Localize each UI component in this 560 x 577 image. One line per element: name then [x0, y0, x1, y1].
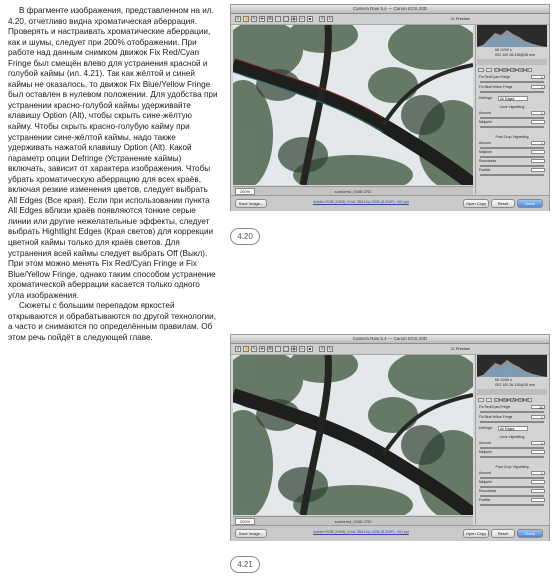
section-chromatic-aberration: Chromatic Aberration	[495, 398, 529, 402]
crop-roundness-value[interactable]	[531, 489, 545, 493]
rotate-right-icon[interactable]: ↻	[328, 16, 332, 21]
figure-caption: 4.20	[230, 228, 260, 245]
adjustment-panel	[475, 25, 548, 194]
workflow-options-link[interactable]: Adobe RGB (1998); 8 bit; 3504 by 2336 (8.2MP); 240 ppi	[313, 200, 409, 204]
fix-blue-yellow-value[interactable]: 0	[531, 415, 545, 419]
bottom-bar	[231, 525, 549, 541]
window-title: Camera Raw 5.4 — Canon EOS 20D	[352, 6, 428, 11]
defringe-label: Defringe:	[479, 96, 493, 100]
tree-photo	[233, 25, 473, 185]
fix-red-cyan-label: Fix Red/Cyan Fringe	[479, 75, 511, 79]
window-title: Camera Raw 5.4 — Canon EOS 20D	[352, 336, 428, 341]
crop-amount-row	[479, 471, 545, 476]
exposure-readout: f/8 1/200 s	[495, 48, 512, 52]
color-sampler-icon[interactable]: ✚	[260, 346, 264, 351]
save-image-button[interactable]: Save Image...	[235, 529, 267, 538]
section-lens-vignetting: Lens Vignetting	[499, 435, 525, 439]
white-balance-icon[interactable]: ✎	[252, 346, 256, 351]
tree-photo	[233, 355, 473, 515]
open-copy-button[interactable]: Open Copy	[463, 199, 489, 208]
crop-roundness-value[interactable]	[531, 159, 545, 163]
crop-icon[interactable]: ⌘	[268, 346, 272, 351]
crop-midpoint-label: Midpoint	[479, 150, 492, 154]
crop-feather-row	[479, 498, 545, 503]
vignette-midpoint-value[interactable]	[531, 450, 545, 454]
crop-feather-label: Feather	[479, 498, 491, 502]
crop-feather-value[interactable]	[531, 168, 545, 172]
histogram	[477, 25, 547, 47]
fix-blue-yellow-row	[479, 85, 545, 90]
vignette-midpoint-row	[479, 120, 545, 125]
crop-feather-slider[interactable]	[480, 174, 544, 176]
workflow-options-link[interactable]: Adobe RGB (1998); 8 bit; 3504 by 2336 (8.2MP); 240 ppi	[313, 530, 409, 534]
crop-amount-value[interactable]: 0	[531, 471, 545, 475]
gradient-icon[interactable]: ■	[308, 346, 312, 351]
image-preview[interactable]	[233, 355, 473, 515]
crop-amount-label: Amount	[479, 141, 491, 145]
paragraph: Сюжеты с большим перепадом яркостей открываются и обрабатываются по другой технологии, а часто и снимаются по определённым правилам. Об этом речь пойдёт в следующей главе.	[8, 301, 216, 342]
rotate-left-icon[interactable]: ↺	[320, 346, 324, 351]
crop-roundness-row	[479, 489, 545, 494]
vignette-midpoint-label: Midpoint	[479, 120, 492, 124]
fix-blue-yellow-slider[interactable]	[480, 91, 544, 93]
defringe-select[interactable]: All Edges	[498, 426, 528, 431]
crop-amount-value[interactable]: 0	[531, 141, 545, 145]
fix-red-cyan-label: Fix Red/Cyan Fringe	[479, 405, 511, 409]
adjustment-brush-icon[interactable]: ✏	[300, 16, 304, 21]
crop-roundness-slider[interactable]	[480, 495, 544, 497]
crop-roundness-row	[479, 159, 545, 164]
file-name: sunforest_0456.CR2	[334, 518, 372, 524]
crop-icon[interactable]: ⌘	[268, 16, 272, 21]
vignette-amount-value[interactable]: 0	[531, 111, 545, 115]
vignette-midpoint-label: Midpoint	[479, 450, 492, 454]
red-eye-icon[interactable]: ◉	[292, 16, 296, 21]
preview-label: Preview	[455, 16, 470, 21]
histogram	[477, 355, 547, 377]
camera-raw-window	[230, 4, 550, 211]
fix-red-cyan-row	[479, 75, 545, 80]
toolbar	[231, 344, 549, 355]
fix-red-cyan-slider[interactable]	[480, 81, 544, 83]
done-button[interactable]: Done	[517, 199, 543, 208]
done-button[interactable]: Done	[517, 529, 543, 538]
toolbar	[231, 14, 549, 25]
crop-midpoint-slider[interactable]	[480, 486, 544, 488]
crop-feather-label: Feather	[479, 168, 491, 172]
vignette-amount-label: Amount	[479, 111, 491, 115]
spot-removal-icon[interactable]: ◯	[284, 346, 289, 351]
color-sampler-icon[interactable]: ✚	[260, 16, 264, 21]
crop-midpoint-value[interactable]	[531, 150, 545, 154]
fix-blue-yellow-label: Fix Blue/Yellow Fringe	[479, 85, 513, 89]
fix-blue-yellow-label: Fix Blue/Yellow Fringe	[479, 415, 513, 419]
crop-feather-row	[479, 168, 545, 173]
preview-label: Preview	[455, 346, 470, 351]
vignette-amount-slider[interactable]	[480, 117, 544, 119]
red-eye-icon[interactable]: ◉	[292, 346, 296, 351]
rotate-right-icon[interactable]: ↻	[328, 346, 332, 351]
fix-red-cyan-slider[interactable]	[480, 411, 544, 413]
defringe-select[interactable]: All Edges	[498, 96, 528, 101]
vignette-midpoint-value[interactable]	[531, 120, 545, 124]
straighten-icon[interactable]: ∕	[275, 16, 281, 22]
camera-readout	[477, 48, 547, 58]
fix-red-cyan-row	[479, 405, 545, 410]
preview-checkbox[interactable]: ☑ Preview	[451, 346, 470, 351]
crop-midpoint-row	[479, 480, 545, 485]
zoom-tool-icon[interactable]: ⚲	[236, 346, 240, 351]
crop-roundness-label: Roundness	[479, 489, 497, 493]
straighten-icon[interactable]: ∕	[275, 346, 281, 352]
fix-blue-yellow-row	[479, 415, 545, 420]
crop-midpoint-slider[interactable]	[480, 156, 544, 158]
exposure-readout: f/8 1/200 s	[495, 378, 512, 382]
adjustment-brush-icon[interactable]: ✏	[300, 346, 304, 351]
hand-tool-icon[interactable]: ✋	[244, 346, 249, 351]
paragraph: В фрагменте изображения, представленном на ил. 4.20, отчетливо видна хроматическая аберрация. Проверять и настраивать хроматические аберрации, как и шумы, следует при 200% отображении. При работе над данным снимком движок Fix Red/Cyan Fringe был смещён влево для устранения красной и голубой каймы (ил. 4.21). Так как жёлтой и синей каймы не оказалось, то движок Fix Blue/Yellow Fringe был оставлен в нулевом положении. Для удобства при устранении красно-голубой каймы удерживайте клавишу Option (Alt), чтобы скрыть сине-жёлтую кайму. Чтобы скрыть красно-голубую кайму при устранении сине-жёлтой каймы, надо также удерживать нажатой клавишу Option (Alt). Какой параметр опции Defringe (Устранение каймы) включать, зависит от характера изображения. Чтобы убрать хроматическую аберрацию для всех краёв, включая резкие изменения цветов, следует выбрать All Edges (Все края). Если при использовании пункта All Edges вблизи краёв появляются тонкие серые линии или другие нежелательные эффекты, следует выбрать Hightlight Edges (Края светов) для коррекции цветной каймы только для краёв светов. Для устранения всей каймы следует выбрать Off (Выкл). При этом можно менять Fix Red/Cyan Fringe и Fix Blue/Yellow Fringe, однако таким способом устранение хроматической аберрации касается только одного угла изображения.	[8, 6, 218, 300]
white-balance-icon[interactable]: ✎	[252, 16, 256, 21]
crop-feather-slider[interactable]	[480, 504, 544, 506]
vignette-midpoint-slider[interactable]	[480, 126, 544, 128]
crop-amount-slider[interactable]	[480, 147, 544, 149]
gradient-icon[interactable]: ■	[308, 16, 312, 21]
section-lens-vignetting: Lens Vignetting	[499, 105, 525, 109]
crop-amount-row	[479, 141, 545, 146]
crop-amount-slider[interactable]	[480, 477, 544, 479]
vignette-amount-label: Amount	[479, 441, 491, 445]
camera-readout	[477, 378, 547, 388]
vignette-amount-slider[interactable]	[480, 447, 544, 449]
zoom-level[interactable]: 200%	[235, 188, 255, 195]
spot-removal-icon[interactable]: ◯	[284, 16, 289, 21]
zoom-tool-icon[interactable]: ⚲	[236, 16, 240, 21]
crop-midpoint-label: Midpoint	[479, 480, 492, 484]
vignette-midpoint-slider[interactable]	[480, 456, 544, 458]
vignette-amount-value[interactable]: 0	[531, 441, 545, 445]
figure-caption: 4.21	[230, 556, 260, 573]
fix-blue-yellow-value[interactable]: 0	[531, 85, 545, 89]
crop-amount-label: Amount	[479, 471, 491, 475]
fix-red-cyan-value[interactable]: 0	[531, 75, 545, 79]
save-image-button[interactable]: Save Image...	[235, 199, 267, 208]
panel-tabs	[477, 389, 547, 395]
zoom-bar	[233, 516, 473, 525]
crop-midpoint-value[interactable]	[531, 480, 545, 484]
crop-roundness-label: Roundness	[479, 159, 497, 163]
section-post-crop-vignetting: Post Crop Vignetting	[495, 465, 529, 469]
vignette-midpoint-row	[479, 450, 545, 455]
zoom-bar	[233, 186, 473, 195]
lens-readout: ISO 100 28-135@28 mm	[495, 52, 536, 57]
reset-button[interactable]: Reset	[491, 529, 515, 538]
preview-checkbox[interactable]: ☑ Preview	[451, 16, 470, 21]
article-text	[8, 6, 218, 344]
reset-button[interactable]: Reset	[491, 199, 515, 208]
rotate-left-icon[interactable]: ↺	[320, 16, 324, 21]
vignette-amount-row	[479, 441, 545, 446]
zoom-level[interactable]: 200%	[235, 518, 255, 525]
hand-tool-icon[interactable]: ✋	[244, 16, 249, 21]
vignette-amount-row	[479, 111, 545, 116]
camera-raw-window	[230, 334, 550, 541]
crop-feather-value[interactable]	[531, 498, 545, 502]
section-chromatic-aberration: Chromatic Aberration	[495, 68, 529, 72]
lens-readout: ISO 100 28-135@28 mm	[495, 382, 536, 387]
image-preview[interactable]	[233, 25, 473, 185]
crop-midpoint-row	[479, 150, 545, 155]
fix-blue-yellow-slider[interactable]	[480, 421, 544, 423]
crop-roundness-slider[interactable]	[480, 165, 544, 167]
adjustment-panel	[475, 355, 548, 524]
bottom-bar	[231, 195, 549, 211]
file-name: sunforest_0456.CR2	[334, 188, 372, 194]
defringe-label: Defringe:	[479, 426, 493, 430]
panel-tabs	[477, 59, 547, 65]
fix-red-cyan-value[interactable]: -38	[531, 405, 545, 409]
window-titlebar	[231, 5, 549, 14]
open-copy-button[interactable]: Open Copy	[463, 529, 489, 538]
section-post-crop-vignetting: Post Crop Vignetting	[495, 135, 529, 139]
window-titlebar	[231, 335, 549, 344]
